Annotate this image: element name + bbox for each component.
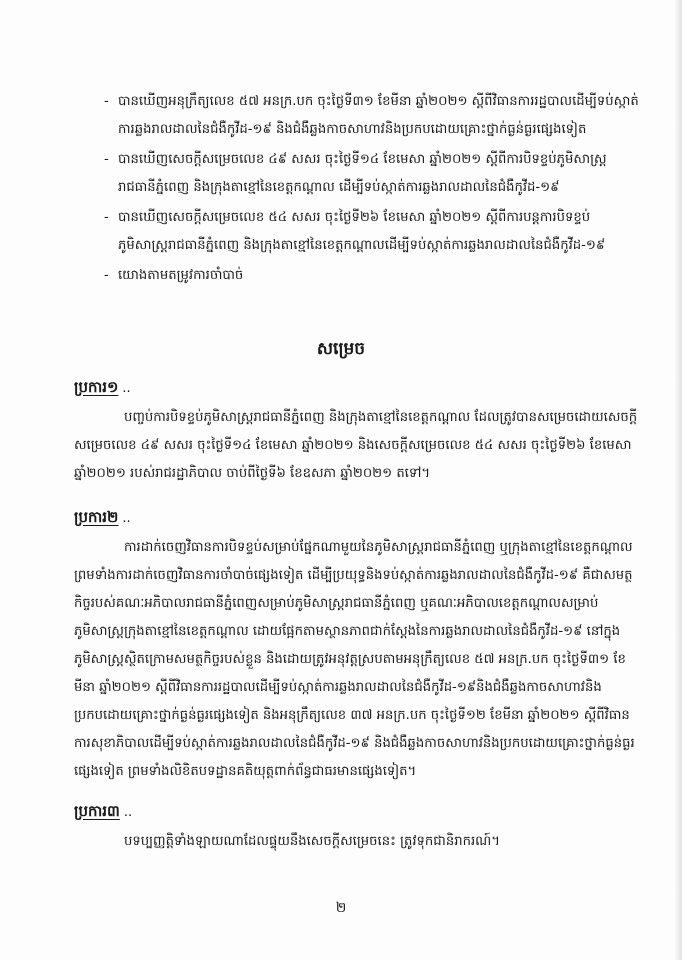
article-1-heading [74, 378, 131, 400]
preamble-text: យោងតាមតម្រូវការចាំបាច់ [118, 268, 244, 283]
page-number: ២ [335, 900, 347, 916]
preamble-text: បានឃើញអនុក្រឹត្យលេខ ៥៧ អនក្រ.បក ចុះថ្ងៃទី៣១ ខែមីនា ឆ្នាំ២០២១ ស្តីពីវិធានការរដ្ឋបាលដើម្បីទប់ស្កាត់ការឆ្លងរាលដាលនៃជំងឺកូវីដ-១៩ និងជំងឺឆ្លងកាចសាហាវនិងប្រកបដោយគ្រោះថ្នាក់ធ្ងន់ធ្ងរផ្សេងទៀត [118, 94, 639, 137]
bullet-dash: - [104, 268, 109, 283]
preamble-item [104, 88, 639, 144]
article-2-body: ការដាក់ចេញវិធានការបិទខ្ទប់សម្រាប់ផ្នែកណាមួយនៃភូមិសាស្ត្ររាជធានីភ្នំពេញ ឬក្រុងតាខ្មៅនៃខេត្តកណ្តាល ព្រមទាំងការដាក់ចេញវិធានការចាំបាច់ផ្សេងទៀត ដើម្បីប្រយុទ្ធនិងទប់ស្កាត់ការឆ្លងរាលដាលនៃជំងឺកូវីដ-១៩ គឺជាសមត្ថកិច្ចរបស់គណៈអភិបាលរាជធានីភ្នំពេញសម្រាប់ភូមិសាស្ត្ររាជធានីភ្នំពេញ ឬគណៈអភិបាលខេត្តកណ្តាលសម្រាប់ភូមិសាស្ត្រក្រុងតាខ្មៅនៃខេត្តកណ្តាល ដោយផ្អែកតាមស្ថានភាពជាក់ស្តែងនៃការឆ្លងរាលដាលនៃជំងឺកូវីដ-១៩ នៅក្នុងភូមិសាស្ត្រស្ថិតក្រោមសមត្ថកិច្ចរបស់ខ្លួន និងដោយត្រូវអនុវត្តស្របតាមអនុក្រឹត្យលេខ ៥៧ អនក្រ.បក ចុះថ្ងៃទី៣១ ខែមីនា ឆ្នាំ២០២១ ស្តីពីវិធានការរដ្ឋបាលដើម្បីទប់ស្កាត់ការឆ្លងរាលដាលនៃជំងឺកូវីដ-១៩និងជំងឺឆ្លងកាចសាហាវនិងប្រកបដោយគ្រោះថ្នាក់ធ្ងន់ធ្ងរផ្សេងទៀត និងអនុក្រឹត្យលេខ ៣៧ អនក្រ.បក ចុះថ្ងៃទី១២ ខែមីនា ឆ្នាំ២០២១ ស្តីពីវិធានការសុខាភិបាលដើម្បីទប់ស្កាត់ការឆ្លងរាលដាលនៃជំងឺកូវីដ-១៩ និងជំងឺឆ្លងកាចសាហាវនិងប្រកបដោយគ្រោះថ្នាក់ធ្ងន់ធ្ងរផ្សេងទៀត ព្រមទាំងលិខិតបទដ្ឋានគតិយុត្តពាក់ព័ន្ធជាធរមានផ្សេងទៀត។ [74, 540, 635, 779]
article-heading-label: ប្រការ១ [74, 378, 119, 396]
article-heading-label: ប្រការ២ [74, 508, 119, 526]
article-heading-dots: .. [123, 805, 133, 820]
article-heading-dots: .. [122, 381, 131, 396]
bullet-dash: - [104, 210, 109, 225]
page-edge-shadow [674, 0, 682, 960]
bullet-dash: - [104, 152, 109, 167]
preamble-text: បានឃើញសេចក្តីសម្រេចលេខ ៥៤ សសរ ចុះថ្ងៃទី២៦ ខែមេសា ឆ្នាំ២០២១ ស្តីពីការបន្តការបិទខ្ទប់ភូមិសាស្ត្ររាជធានីភ្នំពេញ និងក្រុងតាខ្មៅនៃខេត្តកណ្តាលដើម្បីទប់ស្កាត់ការឆ្លងរាលដាលនៃជំងឺកូវីដ-១៩ [118, 210, 606, 253]
article-3-body: បទប្បញ្ញត្តិទាំងឡាយណាដែលផ្ទុយនឹងសេចក្តីសម្រេចនេះ ត្រូវទុកជានិរាករណ៍។ [124, 834, 500, 849]
article-1-body: បញ្ចប់ការបិទខ្ទប់ភូមិសាស្ត្ររាជធានីភ្នំពេញ និងក្រុងតាខ្មៅនៃខេត្តកណ្តាល ដែលត្រូវបានសម្រេចដោយសេចក្តីសម្រេចលេខ ៤៩ សសរ ចុះថ្ងៃទី១៤ ខែមេសា ឆ្នាំ២០២១ និងសេចក្តីសម្រេចលេខ ៥៤ សសរ ចុះថ្ងៃទី២៦ ខែមេសា ឆ្នាំ២០២១ របស់រាជរដ្ឋាភិបាល ចាប់ពីថ្ងៃទី៦ ខែឧសភា ឆ្នាំ២០២១ តទៅ។ [74, 410, 638, 481]
preamble-list [104, 88, 639, 292]
bullet-dash: - [104, 94, 109, 109]
decision-title: សម្រេច [316, 339, 366, 359]
preamble-item [104, 146, 639, 202]
preamble-text: បានឃើញសេចក្តីសម្រេចលេខ ៤៩ សសរ ចុះថ្ងៃទី១៤ ខែមេសា ឆ្នាំ២០២១ ស្តីពីការបិទខ្ទប់ភូមិសាស្ត្ររាជធានីភ្នំពេញ និងក្រុងតាខ្មៅនៃខេត្តកណ្តាល ដើម្បីទប់ស្កាត់ការឆ្លងរាលដាលនៃជំងឺកូវីដ-១៩ [118, 152, 607, 195]
article-2-heading [74, 508, 131, 530]
article-heading-dots: .. [122, 511, 131, 526]
article-heading-label: ប្រការ៣ [74, 802, 120, 820]
preamble-item [104, 204, 639, 260]
preamble-item [104, 262, 639, 290]
article-3-heading [74, 802, 132, 824]
